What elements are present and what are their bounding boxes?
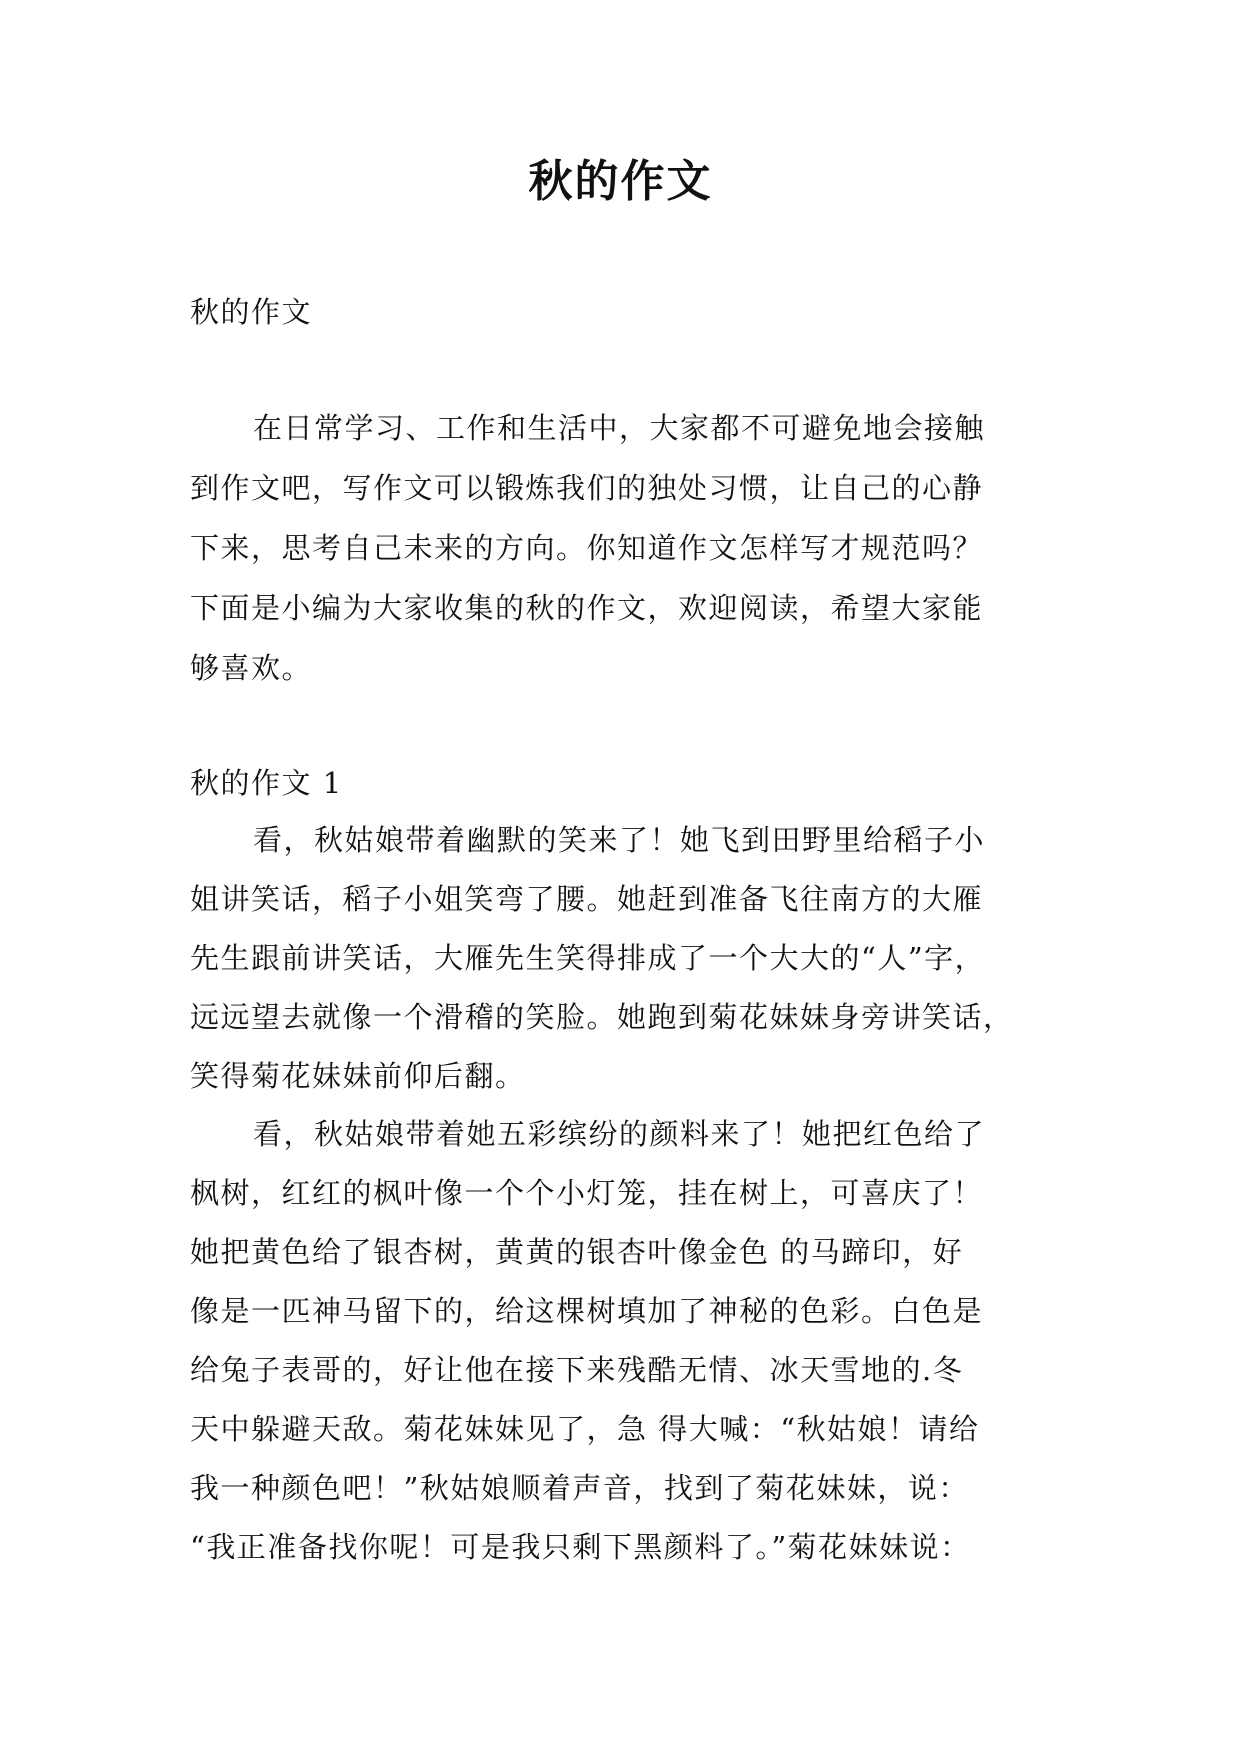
paragraph-line: 给兔子表哥的，好让他在接下来残酷无情、冰天雪地的.冬: [190, 1353, 964, 1387]
paragraph-line: 姐讲笑话，稻子小姐笑弯了腰。她赶到准备飞往南方的大雁: [190, 882, 984, 916]
intro-line: 到作文吧，写作文可以锻炼我们的独处习惯，让自己的心静: [190, 471, 984, 505]
document-title: 秋的作文: [528, 156, 713, 207]
paragraph-line: 我一种颜色吧！”秋姑娘顺着声音，找到了菊花妹妹，说：: [190, 1471, 969, 1505]
paragraph-line: “我正准备找你呢！可是我只剩下黑颜料了。”菊花妹妹说：: [190, 1530, 971, 1564]
paragraph-line: 先生跟前讲笑话，大雁先生笑得排成了一个大大的“人”字，: [190, 941, 986, 975]
paragraph-line: 远远望去就像一个滑稽的笑脸。她跑到菊花妹妹身旁讲笑话，: [190, 1000, 1014, 1034]
intro-line: 下来，思考自己未来的方向。你知道作文怎样写才规范吗？: [190, 531, 984, 565]
subtitle: 秋的作文: [190, 295, 313, 329]
paragraph-line: 像是一匹神马留下的，给这棵树填加了神秘的色彩。白色是: [190, 1294, 984, 1328]
intro-line: 下面是小编为大家收集的秋的作文，欢迎阅读，希望大家能: [190, 591, 984, 625]
paragraph-line: 看，秋姑娘带着她五彩缤纷的颜料来了！她把红色给了: [253, 1117, 986, 1151]
paragraph-line: 看，秋姑娘带着幽默的笑来了！她飞到田野里给稻子小: [253, 823, 986, 857]
paragraph-line: 她把黄色给了银杏树，黄黄的银杏叶像金色 的马蹄印，好: [190, 1235, 964, 1269]
section-heading: 秋的作文 1: [190, 766, 343, 800]
intro-line: 够喜欢。: [190, 651, 313, 685]
intro-line: 在日常学习、工作和生活中，大家都不可避免地会接触: [253, 411, 986, 445]
paragraph-line: 枫树，红红的枫叶像一个个小灯笼，挂在树上，可喜庆了！: [190, 1176, 984, 1210]
paragraph-line: 笑得菊花妹妹前仰后翻。: [190, 1059, 526, 1093]
paragraph-line: 天中躲避天敌。菊花妹妹见了，急 得大喊：“秋姑娘！请给: [190, 1412, 980, 1446]
